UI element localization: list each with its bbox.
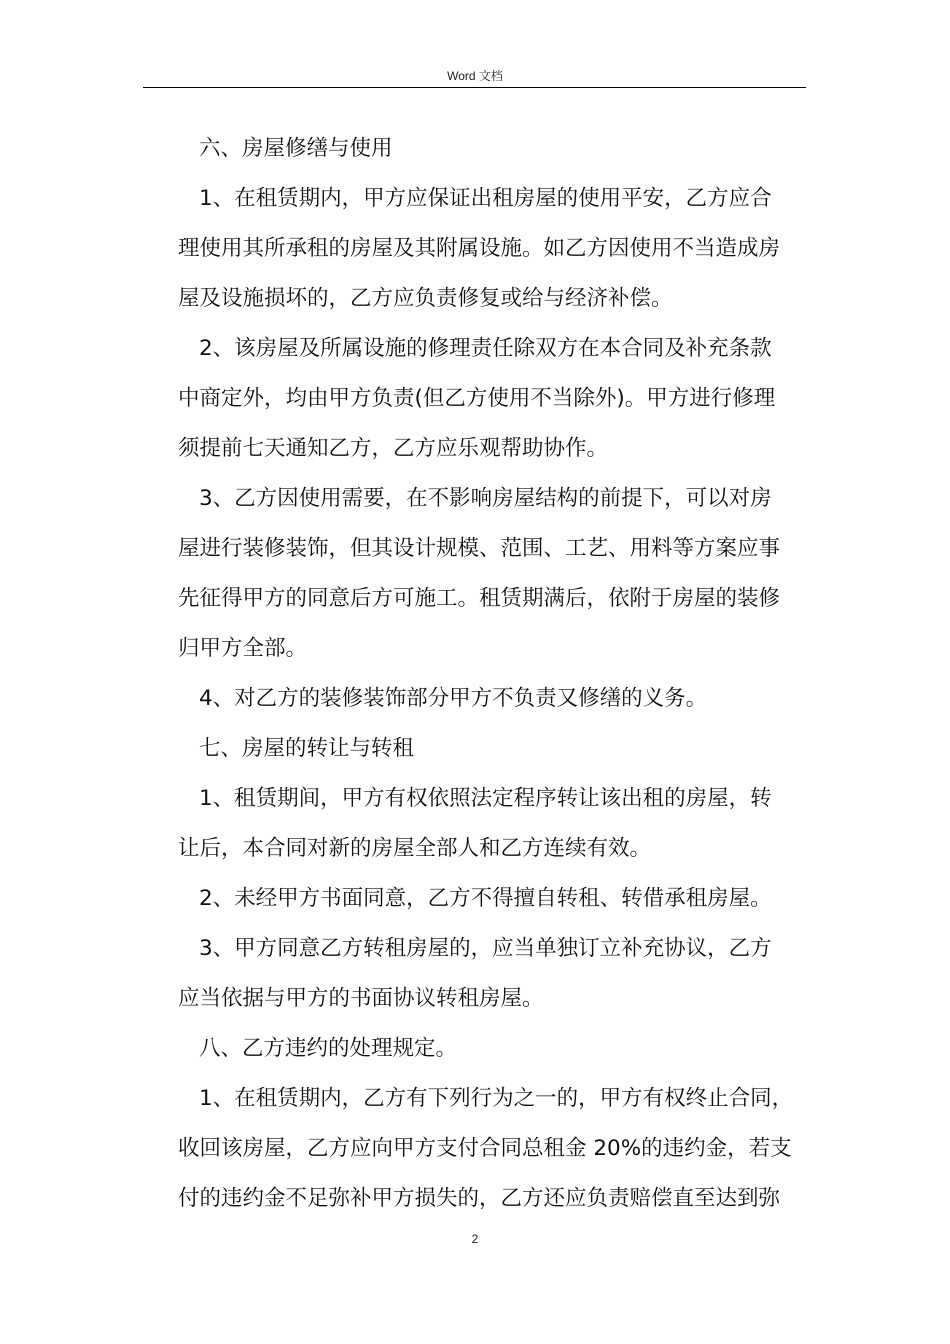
paragraph-line: 3、乙方因使用需要，在不影响房屋结构的前提下，可以对房 — [199, 486, 772, 511]
header-title: Word 文档 — [447, 69, 503, 83]
paragraph-line: 八、乙方违约的处理规定。 — [199, 1036, 458, 1061]
paragraph — [178, 924, 810, 1024]
paragraph-line: 1、在租赁期内，甲方应保证出租房屋的使用平安，乙方应合 — [199, 186, 772, 211]
paragraph-line: 2、该房屋及所属设施的修理责任除双方在本合同及补充条款 — [199, 336, 772, 361]
paragraph-line: 理使用其所承租的房屋及其附属设施。如乙方因使用不当造成房 — [178, 236, 781, 261]
paragraph-line: 付的违约金不足弥补甲方损失的，乙方还应负责赔偿直至达到弥 — [178, 1186, 781, 1211]
paragraph-line: 1、租赁期间，甲方有权依照法定程序转让该出租的房屋，转 — [199, 786, 772, 811]
paragraph — [178, 474, 810, 674]
paragraph-line: 七、房屋的转让与转租 — [199, 736, 415, 761]
paragraph-line: 应当依据与甲方的书面协议转租房屋。 — [178, 986, 544, 1011]
paragraph-line: 先征得甲方的同意后方可施工。租赁期满后，依附于房屋的装修 — [178, 586, 781, 611]
header-divider — [143, 87, 806, 88]
paragraph-line: 屋进行装修装饰，但其设计规模、范围、工艺、用料等方案应事 — [178, 536, 781, 561]
paragraph — [178, 674, 810, 724]
paragraph — [178, 174, 810, 324]
paragraph-line: 须提前七天通知乙方，乙方应乐观帮助协作。 — [178, 436, 609, 461]
paragraph — [178, 724, 810, 774]
paragraph-line: 4、对乙方的装修装饰部分甲方不负责又修缮的义务。 — [199, 686, 708, 711]
paragraph-line: 收回该房屋，乙方应向甲方支付合同总租金 20%的违约金，若支 — [178, 1136, 792, 1161]
paragraph-line: 3、甲方同意乙方转租房屋的，应当单独订立补充协议，乙方 — [199, 936, 772, 961]
paragraph-line: 屋及设施损坏的，乙方应负责修复或给与经济补偿。 — [178, 286, 673, 311]
paragraph-line: 六、房屋修缮与使用 — [199, 136, 393, 161]
page-number: 2 — [471, 1232, 479, 1246]
paragraph — [178, 1074, 810, 1224]
paragraph — [178, 124, 810, 174]
paragraph-line: 归甲方全部。 — [178, 636, 308, 661]
paragraph — [178, 1024, 810, 1074]
paragraph — [178, 874, 810, 924]
paragraph-line: 1、在租赁期内，乙方有下列行为之一的，甲方有权终止合同， — [199, 1086, 794, 1111]
paragraph — [178, 324, 810, 474]
document-body — [178, 124, 810, 1224]
paragraph — [178, 774, 810, 874]
paragraph-line: 让后，本合同对新的房屋全部人和乙方连续有效。 — [178, 836, 652, 861]
paragraph-line: 中商定外，均由甲方负责(但乙方使用不当除外)。甲方进行修理 — [178, 386, 776, 411]
paragraph-line: 2、未经甲方书面同意，乙方不得擅自转租、转借承租房屋。 — [199, 886, 772, 911]
